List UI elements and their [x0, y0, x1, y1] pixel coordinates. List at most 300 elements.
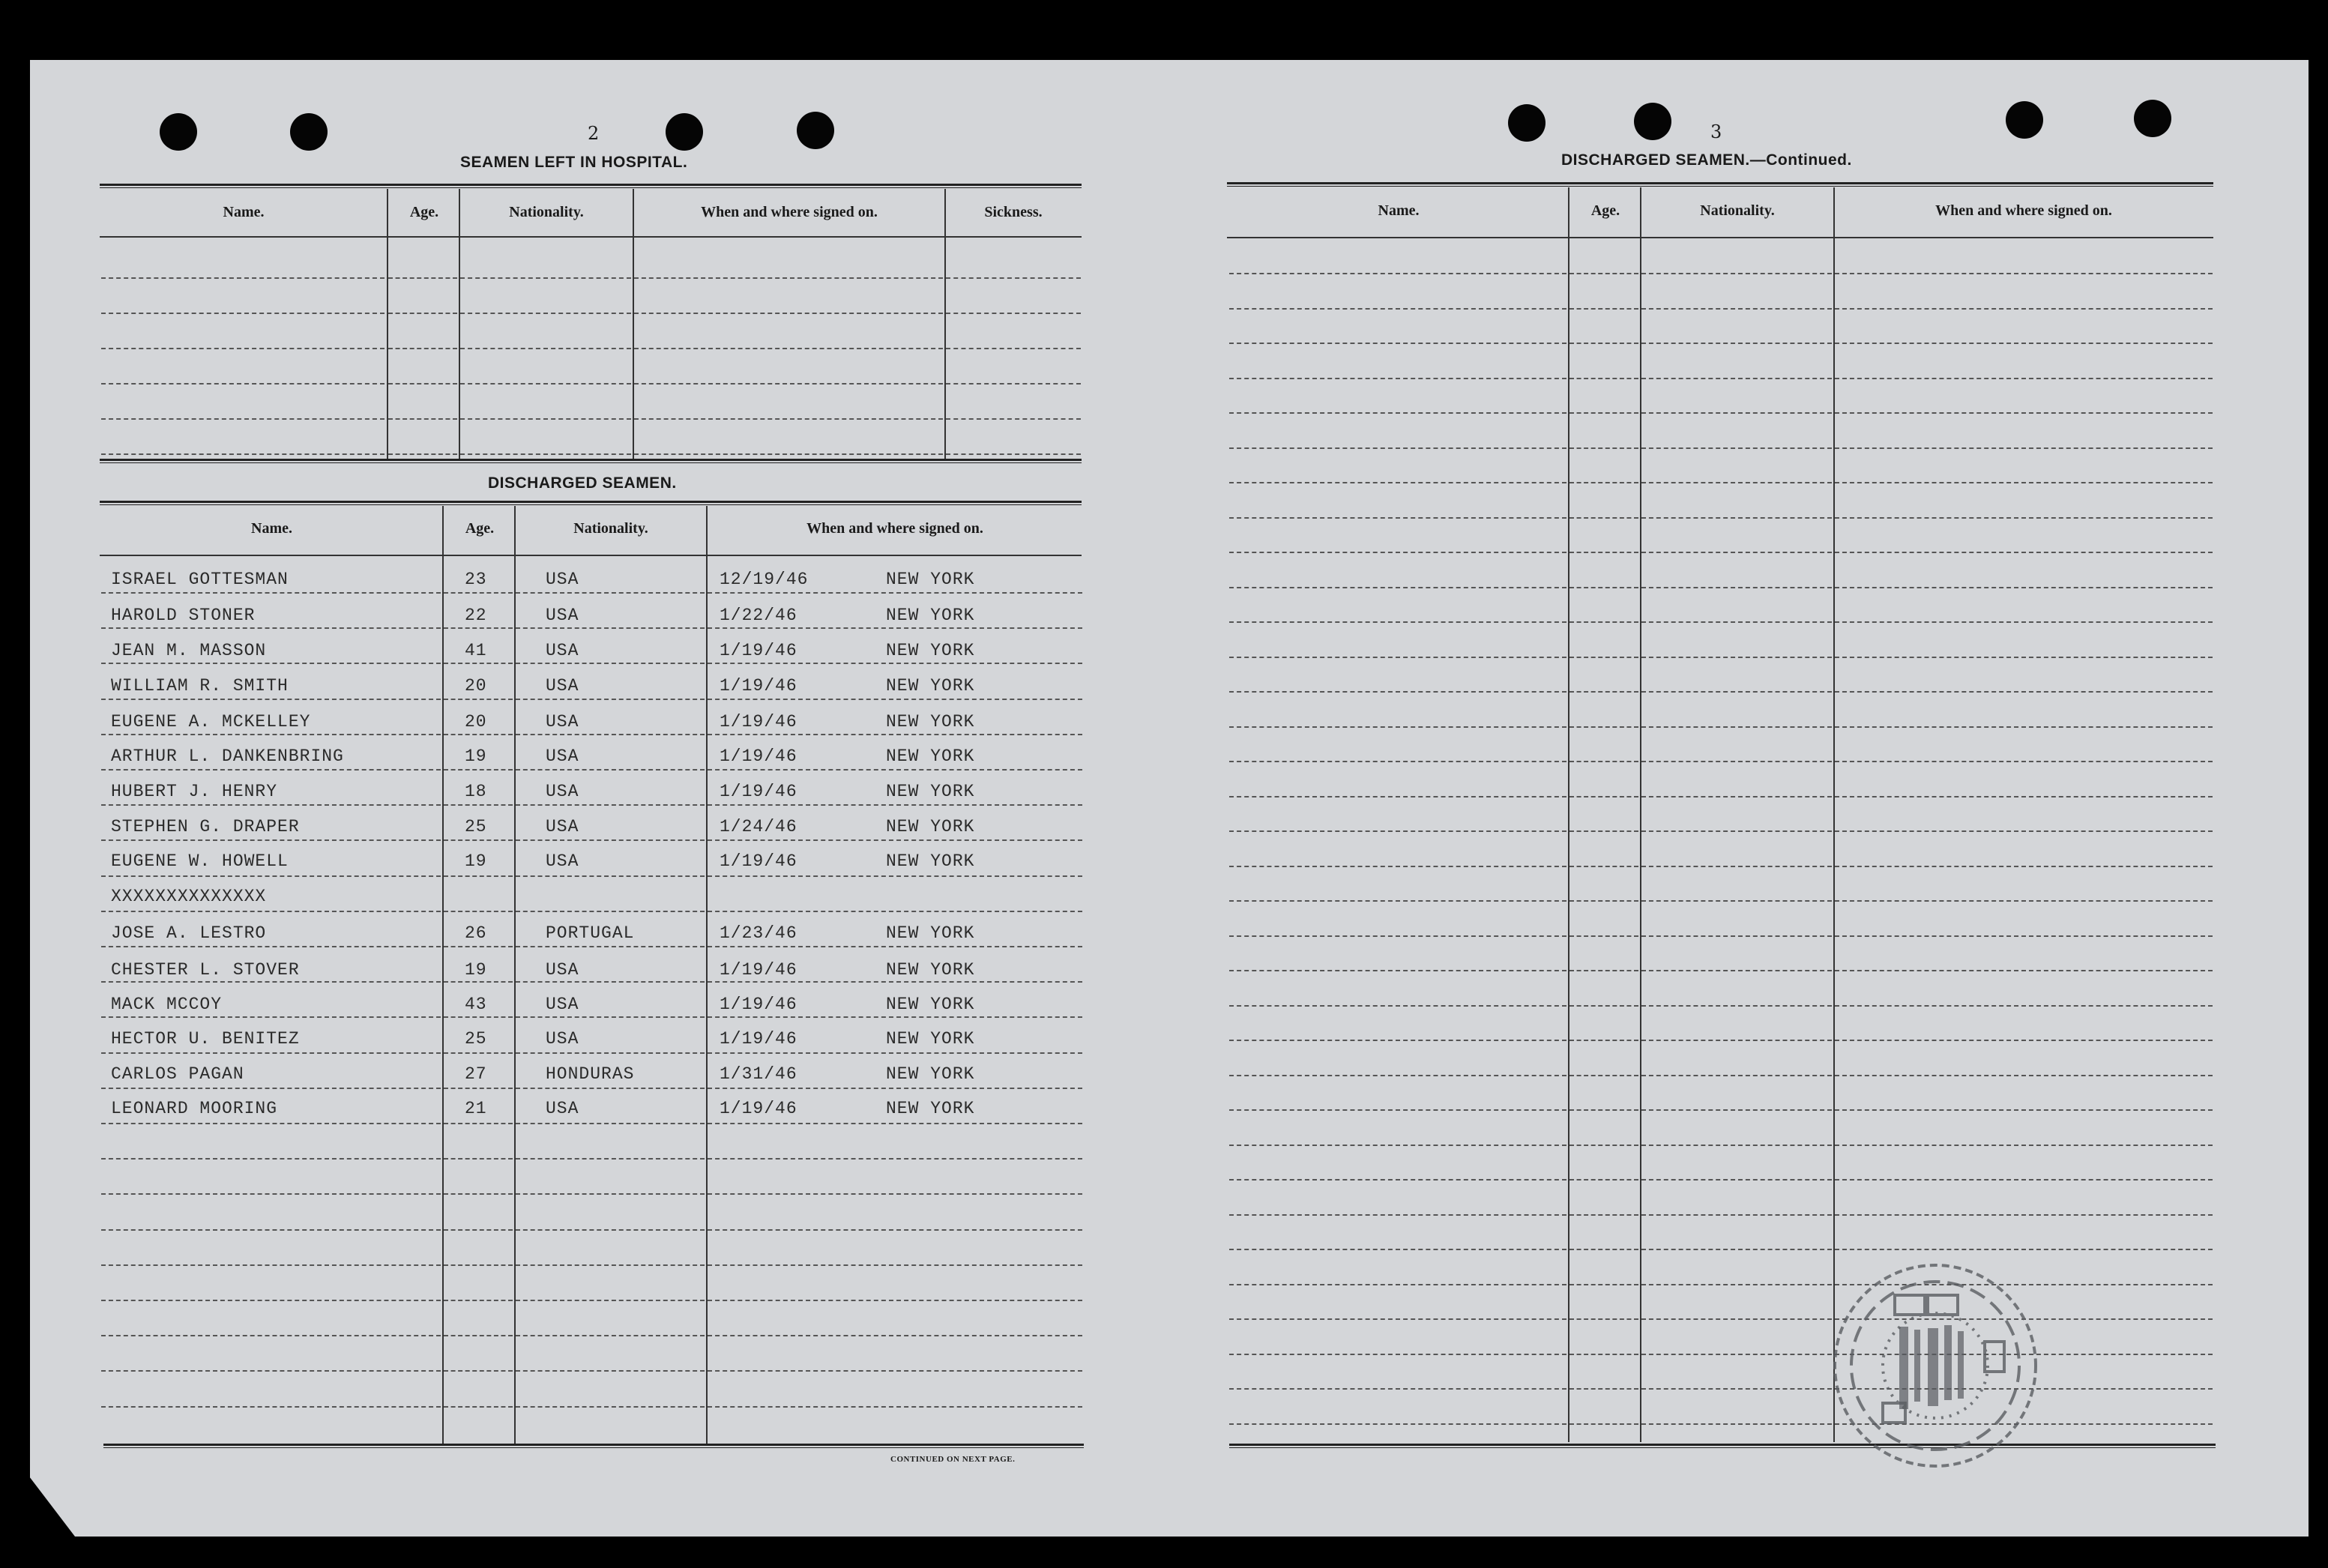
- row-line: [1569, 726, 1638, 728]
- row-line: [101, 1016, 441, 1018]
- row-line: [1569, 1145, 1638, 1146]
- row-line: [460, 383, 631, 385]
- row-line: [1569, 482, 1638, 483]
- row-line: [1641, 1075, 1832, 1076]
- row-line: [1229, 1075, 1566, 1076]
- row-line: [1569, 935, 1638, 937]
- row-line: [1641, 308, 1832, 310]
- row-line: [516, 1123, 705, 1124]
- row-line: [516, 699, 705, 700]
- row-line: [708, 663, 1082, 664]
- row-line: [460, 418, 631, 420]
- row-line: [1641, 378, 1832, 379]
- row-line: [708, 1088, 1082, 1089]
- row-line: [946, 277, 1081, 279]
- signed-on-date: 1/19/46: [720, 851, 797, 871]
- seaman-age: 20: [465, 712, 487, 732]
- signed-on-place: NEW YORK: [886, 570, 975, 589]
- row-line: [1229, 482, 1566, 483]
- row-line: [388, 348, 457, 349]
- row-line: [444, 946, 513, 947]
- seaman-nationality: USA: [546, 960, 579, 980]
- row-line: [101, 734, 441, 735]
- row-line: [101, 769, 441, 771]
- row-line: [1569, 1354, 1638, 1355]
- seaman-nationality: USA: [546, 570, 579, 589]
- section-divider-rule: [100, 459, 1082, 463]
- seaman-age: 27: [465, 1064, 487, 1084]
- row-line: [1569, 1214, 1638, 1216]
- row-line: [708, 769, 1082, 771]
- row-line: [1569, 1249, 1638, 1250]
- row-line: [1835, 308, 2213, 310]
- row-line: [1835, 1214, 2213, 1216]
- seaman-nationality: USA: [546, 641, 579, 660]
- row-line: [1641, 1040, 1832, 1041]
- row-line: [1641, 970, 1832, 971]
- row-line: [1835, 900, 2213, 902]
- row-line: [1229, 517, 1566, 519]
- seaman-nationality: HONDURAS: [546, 1064, 635, 1084]
- row-line: [1569, 378, 1638, 379]
- row-line: [516, 663, 705, 664]
- row-line: [444, 839, 513, 841]
- row-line: [1569, 552, 1638, 553]
- row-line: [634, 453, 943, 455]
- signed-on-place: NEW YORK: [886, 747, 975, 766]
- row-line: [516, 1088, 705, 1089]
- row-line: [1569, 1075, 1638, 1076]
- row-line: [946, 453, 1081, 455]
- seaman-age: 19: [465, 960, 487, 980]
- table-top-rule: [1227, 182, 2213, 187]
- row-line: [1835, 343, 2213, 344]
- signed-on-place: NEW YORK: [886, 995, 975, 1014]
- column-header: Nationality.: [509, 204, 584, 220]
- signed-on-date: 1/19/46: [720, 782, 797, 801]
- row-line: [1641, 691, 1832, 693]
- row-line: [101, 453, 385, 455]
- row-line: [444, 1158, 513, 1160]
- seaman-name: ARTHUR L. DANKENBRING: [111, 747, 344, 766]
- column-header: Sickness.: [984, 204, 1043, 220]
- row-line: [444, 1229, 513, 1231]
- row-line: [101, 839, 441, 841]
- row-line: [516, 627, 705, 629]
- row-line: [444, 699, 513, 700]
- signed-on-place: NEW YORK: [886, 1029, 975, 1049]
- row-line: [1641, 1214, 1832, 1216]
- row-line: [516, 1264, 705, 1266]
- row-line: [516, 875, 705, 877]
- column-header: Name.: [1378, 202, 1420, 219]
- row-line: [708, 1300, 1082, 1301]
- row-line: [516, 911, 705, 912]
- seaman-age: 26: [465, 923, 487, 943]
- row-line: [101, 981, 441, 983]
- row-line: [388, 453, 457, 455]
- row-line: [1569, 1005, 1638, 1007]
- row-line: [444, 1406, 513, 1408]
- row-line: [516, 1229, 705, 1231]
- column-header: When and where signed on.: [1935, 202, 2112, 219]
- punch-hole: [290, 113, 328, 151]
- row-line: [1835, 378, 2213, 379]
- row-line: [708, 699, 1082, 700]
- row-line: [1641, 866, 1832, 867]
- signed-on-date: 1/19/46: [720, 960, 797, 980]
- row-line: [1569, 1423, 1638, 1425]
- row-line: [1229, 1388, 1566, 1390]
- row-line: [708, 875, 1082, 877]
- row-line: [946, 313, 1081, 314]
- row-line: [1641, 830, 1832, 832]
- row-line: [1569, 412, 1638, 414]
- row-line: [1641, 447, 1832, 449]
- row-line: [101, 1123, 441, 1124]
- row-line: [444, 1193, 513, 1195]
- row-line: [516, 1335, 705, 1336]
- row-line: [460, 348, 631, 349]
- column-header: Name.: [223, 204, 265, 220]
- row-line: [444, 627, 513, 629]
- seaman-age: 21: [465, 1099, 487, 1118]
- row-line: [1229, 552, 1566, 553]
- row-line: [101, 1406, 441, 1408]
- row-line: [460, 453, 631, 455]
- row-line: [1229, 796, 1566, 797]
- row-line: [444, 769, 513, 771]
- seaman-age: 25: [465, 817, 487, 836]
- row-line: [460, 277, 631, 279]
- row-line: [101, 1335, 441, 1336]
- row-line: [1835, 935, 2213, 937]
- row-line: [634, 383, 943, 385]
- hospital-section-title: SEAMEN LEFT IN HOSPITAL.: [460, 154, 688, 171]
- seaman-nationality: USA: [546, 782, 579, 801]
- seaman-name: XXXXXXXXXXXXXX: [111, 887, 267, 906]
- row-line: [516, 1193, 705, 1195]
- row-line: [708, 1229, 1082, 1231]
- column-header: Nationality.: [573, 520, 648, 537]
- row-line: [708, 1264, 1082, 1266]
- seaman-age: 18: [465, 782, 487, 801]
- row-line: [516, 1406, 705, 1408]
- row-line: [101, 313, 385, 314]
- row-line: [101, 1158, 441, 1160]
- row-line: [708, 1193, 1082, 1195]
- row-line: [388, 313, 457, 314]
- seaman-name: HECTOR U. BENITEZ: [111, 1029, 300, 1049]
- row-line: [1229, 866, 1566, 867]
- signed-on-date: 1/19/46: [720, 712, 797, 732]
- row-line: [708, 1052, 1082, 1054]
- row-line: [946, 383, 1081, 385]
- seaman-name: ISRAEL GOTTESMAN: [111, 570, 289, 589]
- seaman-name: LEONARD MOORING: [111, 1099, 278, 1118]
- row-line: [1229, 900, 1566, 902]
- row-line: [1835, 761, 2213, 762]
- row-line: [1835, 1075, 2213, 1076]
- row-line: [388, 418, 457, 420]
- row-line: [101, 911, 441, 912]
- row-line: [101, 383, 385, 385]
- seaman-name: MACK MCCOY: [111, 995, 223, 1014]
- seaman-nationality: USA: [546, 995, 579, 1014]
- row-line: [516, 946, 705, 947]
- row-line: [1229, 1354, 1566, 1355]
- row-line: [1835, 830, 2213, 832]
- column-header: Name.: [251, 520, 292, 537]
- row-line: [1569, 657, 1638, 658]
- row-line: [1835, 1249, 2213, 1250]
- row-line: [516, 592, 705, 594]
- signed-on-date: 1/19/46: [720, 747, 797, 766]
- row-line: [1835, 447, 2213, 449]
- seaman-age: 41: [465, 641, 487, 660]
- row-line: [1835, 552, 2213, 553]
- seaman-name: STEPHEN G. DRAPER: [111, 817, 300, 836]
- signed-on-date: 1/23/46: [720, 923, 797, 943]
- row-line: [444, 1335, 513, 1336]
- row-line: [1835, 273, 2213, 274]
- row-line: [1569, 691, 1638, 693]
- row-line: [516, 839, 705, 841]
- punch-hole: [1634, 103, 1671, 140]
- row-line: [708, 981, 1082, 983]
- header-rule: [1227, 237, 2213, 238]
- row-line: [101, 348, 385, 349]
- row-line: [101, 946, 441, 947]
- row-line: [1229, 1423, 1566, 1425]
- row-line: [1229, 691, 1566, 693]
- row-line: [516, 1052, 705, 1054]
- seaman-nationality: USA: [546, 1029, 579, 1049]
- discharged-section-title: DISCHARGED SEAMEN.: [488, 474, 677, 492]
- signed-on-place: NEW YORK: [886, 960, 975, 980]
- row-line: [1229, 1109, 1566, 1111]
- seaman-name: HAROLD STONER: [111, 606, 256, 625]
- row-line: [444, 1370, 513, 1372]
- row-line: [708, 804, 1082, 806]
- seaman-age: 19: [465, 851, 487, 871]
- row-line: [1835, 482, 2213, 483]
- seaman-nationality: USA: [546, 1099, 579, 1118]
- row-line: [708, 627, 1082, 629]
- row-line: [1229, 587, 1566, 588]
- row-line: [1229, 726, 1566, 728]
- row-line: [1229, 1040, 1566, 1041]
- seaman-nationality: USA: [546, 712, 579, 732]
- seaman-name: EUGENE A. MCKELLEY: [111, 712, 311, 732]
- row-line: [1229, 1249, 1566, 1250]
- row-line: [444, 1088, 513, 1089]
- row-line: [516, 1016, 705, 1018]
- row-line: [1569, 1284, 1638, 1285]
- row-line: [1229, 1214, 1566, 1216]
- row-line: [101, 1229, 441, 1231]
- column-header: Age.: [1590, 202, 1620, 219]
- row-line: [708, 1123, 1082, 1124]
- signed-on-date: 1/31/46: [720, 1064, 797, 1084]
- signed-on-place: NEW YORK: [886, 1064, 975, 1084]
- row-line: [516, 981, 705, 983]
- column-divider: [1568, 187, 1569, 1442]
- row-line: [101, 804, 441, 806]
- row-line: [1569, 866, 1638, 867]
- circular-ink-stamp: [1823, 1253, 2078, 1478]
- row-line: [1569, 587, 1638, 588]
- row-line: [1641, 1005, 1832, 1007]
- signed-on-date: 1/19/46: [720, 1029, 797, 1049]
- row-line: [1569, 761, 1638, 762]
- table-bottom-rule: [103, 1444, 1084, 1448]
- row-line: [1569, 1179, 1638, 1180]
- row-line: [1229, 1179, 1566, 1180]
- row-line: [1641, 552, 1832, 553]
- row-line: [101, 1300, 441, 1301]
- row-line: [1835, 1005, 2213, 1007]
- row-line: [101, 418, 385, 420]
- row-line: [634, 277, 943, 279]
- row-line: [1229, 830, 1566, 832]
- row-line: [1229, 343, 1566, 344]
- row-line: [1641, 343, 1832, 344]
- page-number: 2: [588, 123, 600, 144]
- row-line: [1835, 796, 2213, 797]
- seaman-age: 23: [465, 570, 487, 589]
- row-line: [1569, 970, 1638, 971]
- seaman-nationality: USA: [546, 676, 579, 696]
- punch-hole: [160, 113, 197, 151]
- signed-on-date: 1/24/46: [720, 817, 797, 836]
- signed-on-place: NEW YORK: [886, 641, 975, 660]
- page-number: 3: [1710, 121, 1722, 142]
- row-line: [1229, 1318, 1566, 1320]
- row-line: [1641, 657, 1832, 658]
- signed-on-place: NEW YORK: [886, 1099, 975, 1118]
- signed-on-place: NEW YORK: [886, 923, 975, 943]
- row-line: [516, 804, 705, 806]
- seaman-nationality: USA: [546, 817, 579, 836]
- punch-hole: [797, 112, 834, 149]
- row-line: [1569, 343, 1638, 344]
- seaman-nationality: USA: [546, 606, 579, 625]
- row-line: [516, 734, 705, 735]
- row-line: [101, 627, 441, 629]
- row-line: [1835, 587, 2213, 588]
- seaman-nationality: PORTUGAL: [546, 923, 635, 943]
- row-line: [1835, 657, 2213, 658]
- row-line: [444, 663, 513, 664]
- row-line: [1229, 657, 1566, 658]
- row-line: [444, 1264, 513, 1266]
- row-line: [1229, 308, 1566, 310]
- row-line: [444, 734, 513, 735]
- row-line: [708, 1370, 1082, 1372]
- row-line: [1835, 517, 2213, 519]
- row-line: [1641, 621, 1832, 623]
- signed-on-date: 12/19/46: [720, 570, 809, 589]
- row-line: [1641, 517, 1832, 519]
- table-top-rule: [100, 501, 1082, 505]
- row-line: [460, 313, 631, 314]
- row-line: [516, 769, 705, 771]
- seaman-name: HUBERT J. HENRY: [111, 782, 278, 801]
- row-line: [1835, 621, 2213, 623]
- punch-hole: [2134, 100, 2171, 137]
- row-line: [1569, 1040, 1638, 1041]
- row-line: [1229, 621, 1566, 623]
- row-line: [1229, 1145, 1566, 1146]
- signed-on-date: 1/22/46: [720, 606, 797, 625]
- row-line: [101, 663, 441, 664]
- row-line: [1569, 621, 1638, 623]
- row-line: [708, 1016, 1082, 1018]
- seaman-age: 20: [465, 676, 487, 696]
- row-line: [101, 1264, 441, 1266]
- row-line: [444, 911, 513, 912]
- row-line: [1835, 1109, 2213, 1111]
- punch-hole: [666, 113, 703, 151]
- header-rule: [100, 555, 1082, 556]
- row-line: [1569, 796, 1638, 797]
- seaman-name: JOSE A. LESTRO: [111, 923, 267, 943]
- row-line: [1229, 1005, 1566, 1007]
- row-line: [1229, 935, 1566, 937]
- row-line: [1641, 1284, 1832, 1285]
- row-line: [1569, 308, 1638, 310]
- row-line: [1641, 587, 1832, 588]
- row-line: [1641, 1318, 1832, 1320]
- row-line: [1641, 412, 1832, 414]
- row-line: [1641, 1179, 1832, 1180]
- row-line: [1229, 970, 1566, 971]
- row-line: [388, 383, 457, 385]
- row-line: [1835, 726, 2213, 728]
- row-line: [1229, 412, 1566, 414]
- row-line: [708, 1335, 1082, 1336]
- signed-on-place: NEW YORK: [886, 606, 975, 625]
- row-line: [1835, 1040, 2213, 1041]
- row-line: [1641, 1249, 1832, 1250]
- seaman-age: 19: [465, 747, 487, 766]
- row-line: [1835, 970, 2213, 971]
- column-header: When and where signed on.: [806, 520, 983, 537]
- row-line: [444, 1123, 513, 1124]
- header-rule: [100, 236, 1082, 238]
- title-suffix: —Continued.: [1749, 151, 1852, 169]
- row-line: [444, 804, 513, 806]
- column-divider: [706, 506, 708, 1444]
- row-line: [1229, 761, 1566, 762]
- column-divider: [442, 506, 444, 1444]
- punch-hole: [2006, 101, 2043, 139]
- row-line: [444, 1300, 513, 1301]
- row-line: [946, 418, 1081, 420]
- signed-on-place: NEW YORK: [886, 676, 975, 696]
- row-line: [1569, 1318, 1638, 1320]
- row-line: [388, 277, 457, 279]
- row-line: [101, 1370, 441, 1372]
- row-line: [1641, 273, 1832, 274]
- row-line: [101, 1088, 441, 1089]
- row-line: [1641, 1109, 1832, 1111]
- row-line: [1641, 796, 1832, 797]
- row-line: [1835, 691, 2213, 693]
- table-top-rule: [100, 184, 1082, 188]
- row-line: [634, 418, 943, 420]
